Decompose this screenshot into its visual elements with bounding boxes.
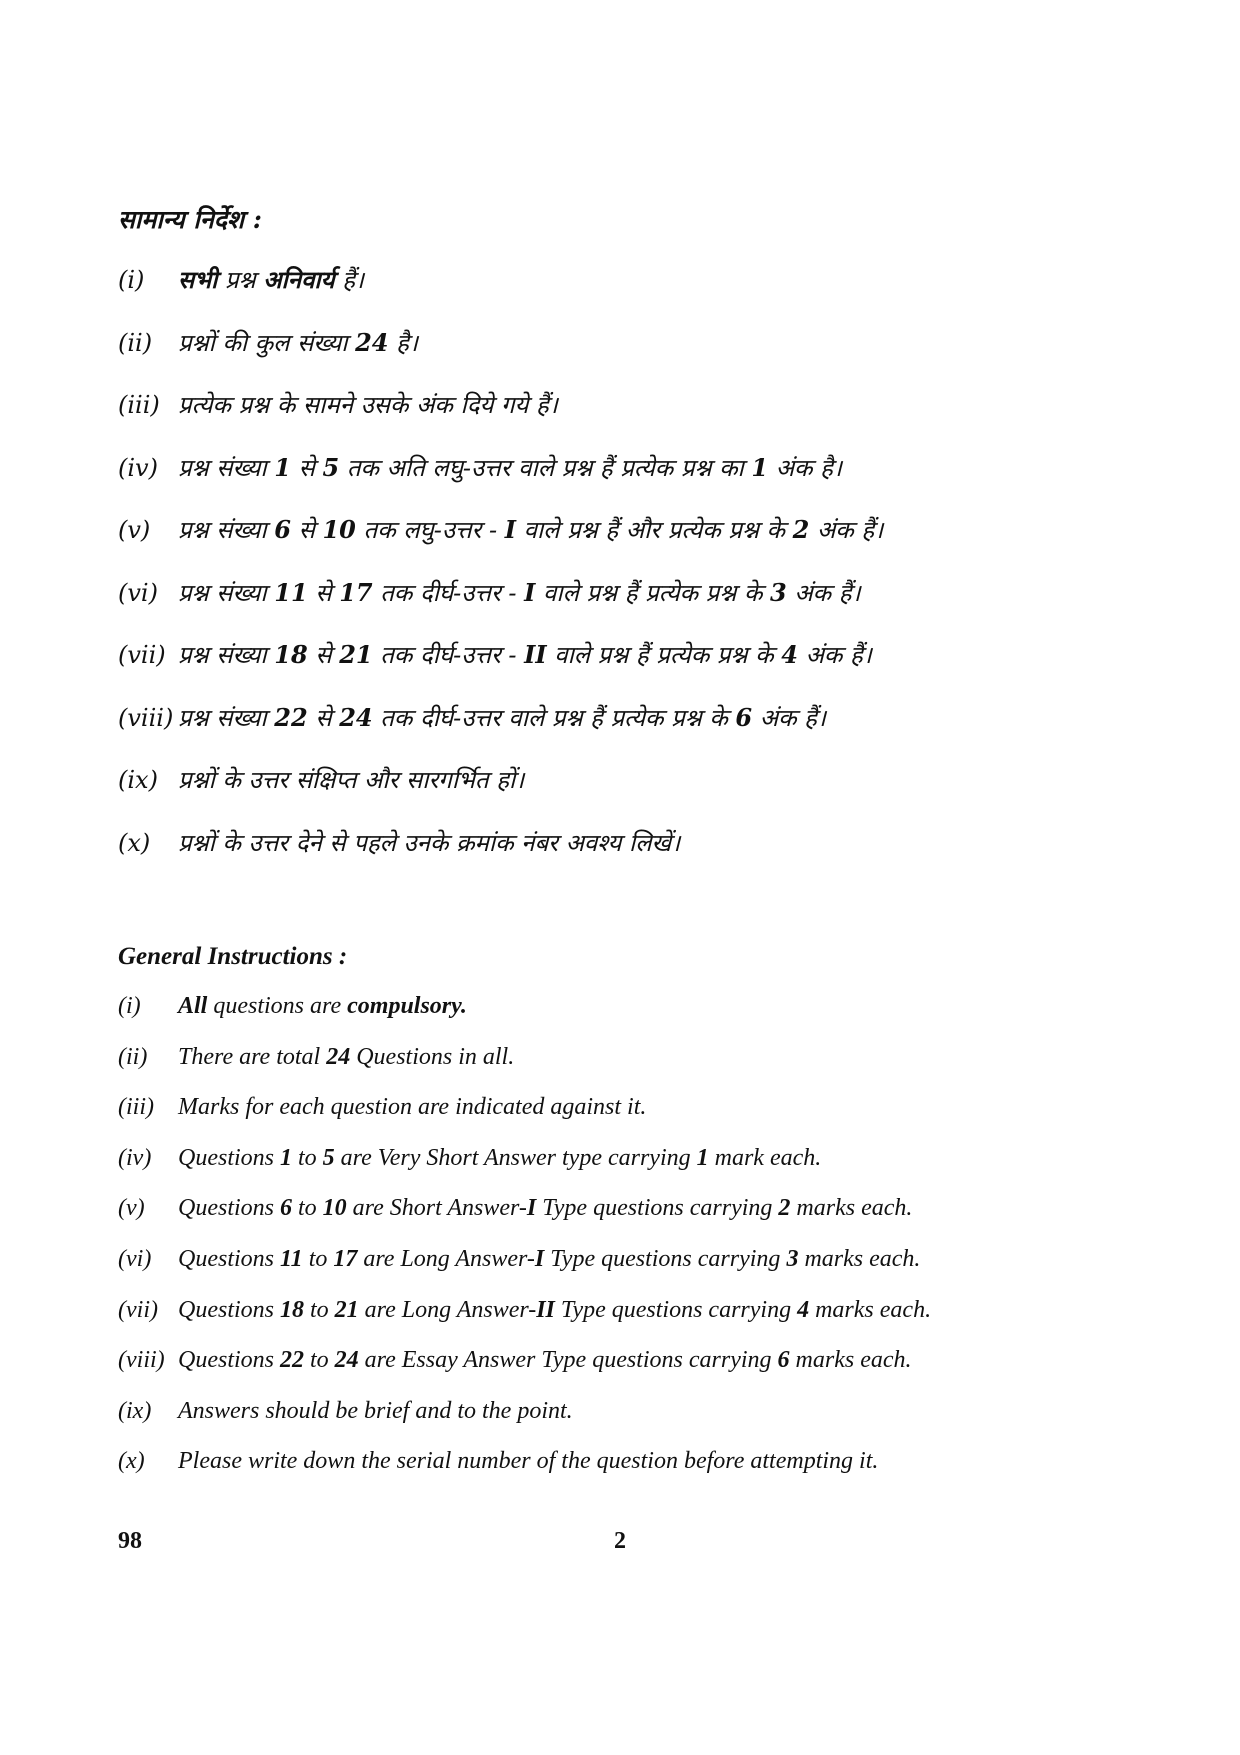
instruction-text bbox=[178, 450, 842, 486]
instruction-item bbox=[118, 575, 1098, 638]
text-segment: Questions bbox=[178, 1245, 280, 1272]
emphasized-text: 1 bbox=[751, 452, 769, 482]
emphasized-text: 11 bbox=[274, 577, 308, 607]
emphasized-text: 22 bbox=[280, 1347, 304, 1374]
emphasized-text: 24 bbox=[339, 702, 373, 732]
hindi-instructions-list bbox=[118, 262, 1098, 887]
instruction-number: (iii) bbox=[118, 391, 160, 419]
emphasized-text: 22 bbox=[274, 702, 308, 732]
text-segment: प्रश्न संख्या bbox=[178, 453, 275, 482]
instruction-number: (ix) bbox=[118, 766, 158, 794]
instruction-text bbox=[178, 1041, 514, 1073]
emphasized-text: 5 bbox=[322, 452, 340, 482]
text-segment: Questions bbox=[178, 1144, 280, 1171]
instruction-number: (iv) bbox=[118, 453, 158, 482]
text-segment: Type questions carrying bbox=[536, 1195, 779, 1222]
instruction-text bbox=[178, 575, 861, 611]
text-segment: Questions bbox=[178, 1296, 280, 1323]
instruction-item bbox=[118, 700, 1098, 763]
emphasized-text: 2 bbox=[778, 1195, 791, 1222]
emphasized-text: 21 bbox=[339, 640, 373, 669]
text-segment: to bbox=[292, 1195, 323, 1222]
text-segment: से bbox=[307, 578, 340, 607]
text-segment: हैं। bbox=[334, 266, 365, 294]
emphasized-text: 3 bbox=[770, 577, 787, 607]
text-segment: Marks for each question are indicated against it. bbox=[178, 1094, 647, 1121]
text-segment: Questions bbox=[178, 1195, 280, 1222]
emphasized-text: 24 bbox=[355, 327, 389, 357]
emphasized-text: I bbox=[534, 1245, 545, 1272]
text-segment: प्रश्न संख्या bbox=[178, 641, 275, 669]
instruction-text bbox=[178, 762, 524, 798]
text-segment: प्रश्नों के उत्तर संक्षिप्त और सारगर्भित हों। bbox=[178, 766, 525, 794]
emphasized-text: 4 bbox=[781, 640, 798, 669]
text-segment: अंक हैं। bbox=[797, 641, 872, 669]
emphasized-text: I bbox=[526, 1195, 537, 1222]
instruction-item bbox=[118, 1091, 1098, 1142]
text-segment: Please write down the serial number of the question before attempting it. bbox=[178, 1448, 879, 1475]
text-segment: questions are bbox=[207, 993, 348, 1019]
instruction-number: (vi) bbox=[118, 1245, 152, 1272]
text-segment: marks each. bbox=[809, 1296, 932, 1323]
text-segment: तक अति लघु-उत्तर वाले प्रश्न हैं प्रत्येक प्रश्न का bbox=[339, 453, 752, 482]
instruction-number: (vii) bbox=[118, 1296, 158, 1323]
instruction-text bbox=[178, 637, 872, 673]
emphasized-text: All bbox=[178, 993, 208, 1019]
text-segment: marks each. bbox=[789, 1347, 912, 1374]
instruction-item bbox=[118, 1395, 1098, 1446]
text-segment: Answers should be brief and to the point. bbox=[178, 1397, 573, 1424]
emphasized-text: 6 bbox=[280, 1195, 292, 1222]
instruction-number: (ii) bbox=[118, 328, 153, 357]
emphasized-text: 24 bbox=[334, 1347, 359, 1374]
instruction-text bbox=[178, 1445, 878, 1477]
instruction-number: (i) bbox=[118, 993, 141, 1019]
text-segment: to bbox=[304, 1347, 335, 1374]
emphasized-text: 1 bbox=[274, 452, 291, 482]
instruction-item bbox=[118, 1041, 1098, 1092]
text-segment: to bbox=[302, 1245, 334, 1272]
emphasized-text: 6 bbox=[777, 1347, 790, 1374]
instruction-text bbox=[178, 1142, 821, 1174]
text-segment: Type questions carrying bbox=[544, 1245, 787, 1272]
instruction-item bbox=[118, 387, 1098, 450]
instruction-item bbox=[118, 262, 1098, 325]
text-segment: अंक हैं। bbox=[752, 703, 826, 732]
text-segment: वाले प्रश्न हैं प्रत्येक प्रश्न के bbox=[546, 641, 782, 669]
instruction-item bbox=[118, 990, 1098, 1041]
text-segment: अंक है। bbox=[768, 453, 842, 482]
instruction-item bbox=[118, 1344, 1098, 1395]
instruction-number: (iv) bbox=[118, 1144, 152, 1171]
emphasized-text: 6 bbox=[735, 702, 753, 732]
emphasized-text: 1 bbox=[696, 1144, 709, 1171]
text-segment: Questions in all. bbox=[350, 1043, 515, 1070]
text-segment: से bbox=[307, 703, 340, 732]
emphasized-text: 5 bbox=[322, 1144, 335, 1171]
text-segment: Questions bbox=[178, 1347, 280, 1374]
instruction-text bbox=[178, 990, 467, 1022]
instruction-text bbox=[178, 1395, 573, 1427]
instruction-item bbox=[118, 637, 1098, 700]
instruction-number: (vii) bbox=[118, 641, 166, 669]
instruction-text bbox=[178, 387, 558, 423]
text-segment: से bbox=[307, 641, 340, 669]
emphasized-text: compulsory. bbox=[347, 993, 467, 1019]
instruction-item bbox=[118, 450, 1098, 513]
instruction-number: (iii) bbox=[118, 1094, 154, 1121]
instruction-text bbox=[178, 1344, 912, 1376]
emphasized-text: 10 bbox=[322, 1195, 347, 1222]
instruction-item bbox=[118, 762, 1098, 825]
text-segment: प्रत्येक प्रश्न के सामने उसके अंक दिये गये हैं। bbox=[178, 391, 558, 419]
emphasized-text: 2 bbox=[792, 515, 810, 544]
text-segment: Type questions carrying bbox=[554, 1296, 798, 1323]
text-segment: वाले प्रश्न हैं और प्रत्येक प्रश्न के bbox=[515, 516, 793, 544]
emphasized-text: सभी bbox=[178, 265, 218, 294]
emphasized-text: II bbox=[536, 1296, 555, 1323]
instruction-number: (viii) bbox=[118, 1347, 165, 1374]
emphasized-text: 18 bbox=[274, 640, 308, 669]
emphasized-text: 17 bbox=[339, 577, 373, 607]
emphasized-text: 24 bbox=[326, 1043, 351, 1070]
text-segment: तक दीर्घ-उत्तर - bbox=[372, 578, 525, 607]
text-segment: प्रश्न संख्या bbox=[178, 578, 275, 607]
instruction-item bbox=[118, 512, 1098, 575]
text-segment: are Long Answer- bbox=[357, 1245, 535, 1272]
text-segment: प्रश्न संख्या bbox=[178, 516, 275, 544]
page-number: 2 bbox=[614, 1528, 626, 1554]
english-instructions-list bbox=[118, 990, 1098, 1496]
text-segment: प्रश्नों की कुल संख्या bbox=[178, 328, 356, 357]
text-segment: mark each. bbox=[708, 1144, 822, 1171]
text-segment: are Long Answer- bbox=[358, 1296, 537, 1323]
text-segment: to bbox=[304, 1296, 335, 1323]
instruction-item bbox=[118, 1192, 1098, 1243]
emphasized-text: 11 bbox=[280, 1245, 303, 1272]
instruction-number: (ix) bbox=[118, 1397, 152, 1424]
text-segment: are Short Answer- bbox=[346, 1195, 527, 1222]
instruction-text bbox=[178, 1243, 920, 1275]
instruction-text bbox=[178, 825, 680, 861]
instruction-item bbox=[118, 1243, 1098, 1294]
instruction-text bbox=[178, 262, 364, 298]
emphasized-text: I bbox=[524, 577, 536, 607]
emphasized-text: 6 bbox=[274, 515, 291, 544]
instruction-number: (v) bbox=[118, 516, 151, 544]
text-segment: से bbox=[291, 453, 323, 482]
emphasized-text: 18 bbox=[280, 1296, 304, 1323]
emphasized-text: अनिवार्य bbox=[263, 265, 335, 294]
emphasized-text: II bbox=[524, 640, 547, 669]
text-segment: अंक हैं। bbox=[786, 578, 861, 607]
text-segment: प्रश्न संख्या bbox=[178, 703, 275, 732]
emphasized-text: 10 bbox=[322, 515, 356, 544]
instruction-item bbox=[118, 1445, 1098, 1496]
instruction-text bbox=[178, 325, 418, 361]
instruction-number: (x) bbox=[118, 1448, 145, 1475]
text-segment: प्रश्न bbox=[217, 266, 264, 294]
emphasized-text: 3 bbox=[786, 1245, 799, 1272]
text-segment: से bbox=[291, 516, 323, 544]
text-segment: वाले प्रश्न हैं प्रत्येक प्रश्न के bbox=[535, 578, 771, 607]
instruction-number: (v) bbox=[118, 1195, 145, 1222]
text-segment: are Essay Answer Type questions carrying bbox=[358, 1347, 778, 1374]
text-segment: है। bbox=[388, 328, 418, 357]
text-segment: तक दीर्घ-उत्तर वाले प्रश्न हैं प्रत्येक प्रश्न के bbox=[372, 703, 736, 732]
paper-code: 98 bbox=[118, 1528, 142, 1554]
instruction-item bbox=[118, 1142, 1098, 1193]
instruction-text bbox=[178, 1091, 646, 1123]
instruction-number: (ii) bbox=[118, 1043, 148, 1070]
text-segment: are Very Short Answer type carrying bbox=[334, 1144, 697, 1171]
instruction-number: (i) bbox=[118, 266, 145, 294]
text-segment: marks each. bbox=[798, 1245, 921, 1272]
text-segment: प्रश्नों के उत्तर देने से पहले उनके क्रमांक नंबर अवश्य लिखें। bbox=[178, 828, 681, 857]
text-segment: marks each. bbox=[790, 1195, 913, 1222]
text-segment: to bbox=[292, 1144, 323, 1171]
text-segment: अंक हैं। bbox=[809, 516, 884, 544]
instruction-number: (viii) bbox=[118, 703, 174, 732]
emphasized-text: I bbox=[504, 515, 516, 544]
english-instructions-heading: General Instructions : bbox=[118, 943, 348, 970]
emphasized-text: 17 bbox=[333, 1245, 358, 1272]
english-instructions-section bbox=[118, 940, 1098, 1496]
hindi-instructions-heading: सामान्य निर्देश : bbox=[118, 205, 262, 234]
instruction-text bbox=[178, 1192, 912, 1224]
instruction-text bbox=[178, 700, 826, 736]
text-segment: There are total bbox=[178, 1043, 327, 1070]
instruction-number: (x) bbox=[118, 828, 151, 857]
instruction-number: (vi) bbox=[118, 578, 158, 607]
instruction-item bbox=[118, 1294, 1098, 1345]
emphasized-text: 4 bbox=[797, 1296, 810, 1323]
instruction-text bbox=[178, 512, 883, 548]
text-segment: तक दीर्घ-उत्तर - bbox=[372, 641, 525, 669]
instruction-text bbox=[178, 1294, 931, 1326]
instruction-item bbox=[118, 325, 1098, 388]
instruction-item bbox=[118, 825, 1098, 888]
emphasized-text: 21 bbox=[334, 1296, 359, 1323]
emphasized-text: 1 bbox=[280, 1144, 292, 1171]
hindi-instructions-section bbox=[118, 200, 1098, 887]
text-segment: तक लघु-उत्तर - bbox=[355, 516, 505, 544]
